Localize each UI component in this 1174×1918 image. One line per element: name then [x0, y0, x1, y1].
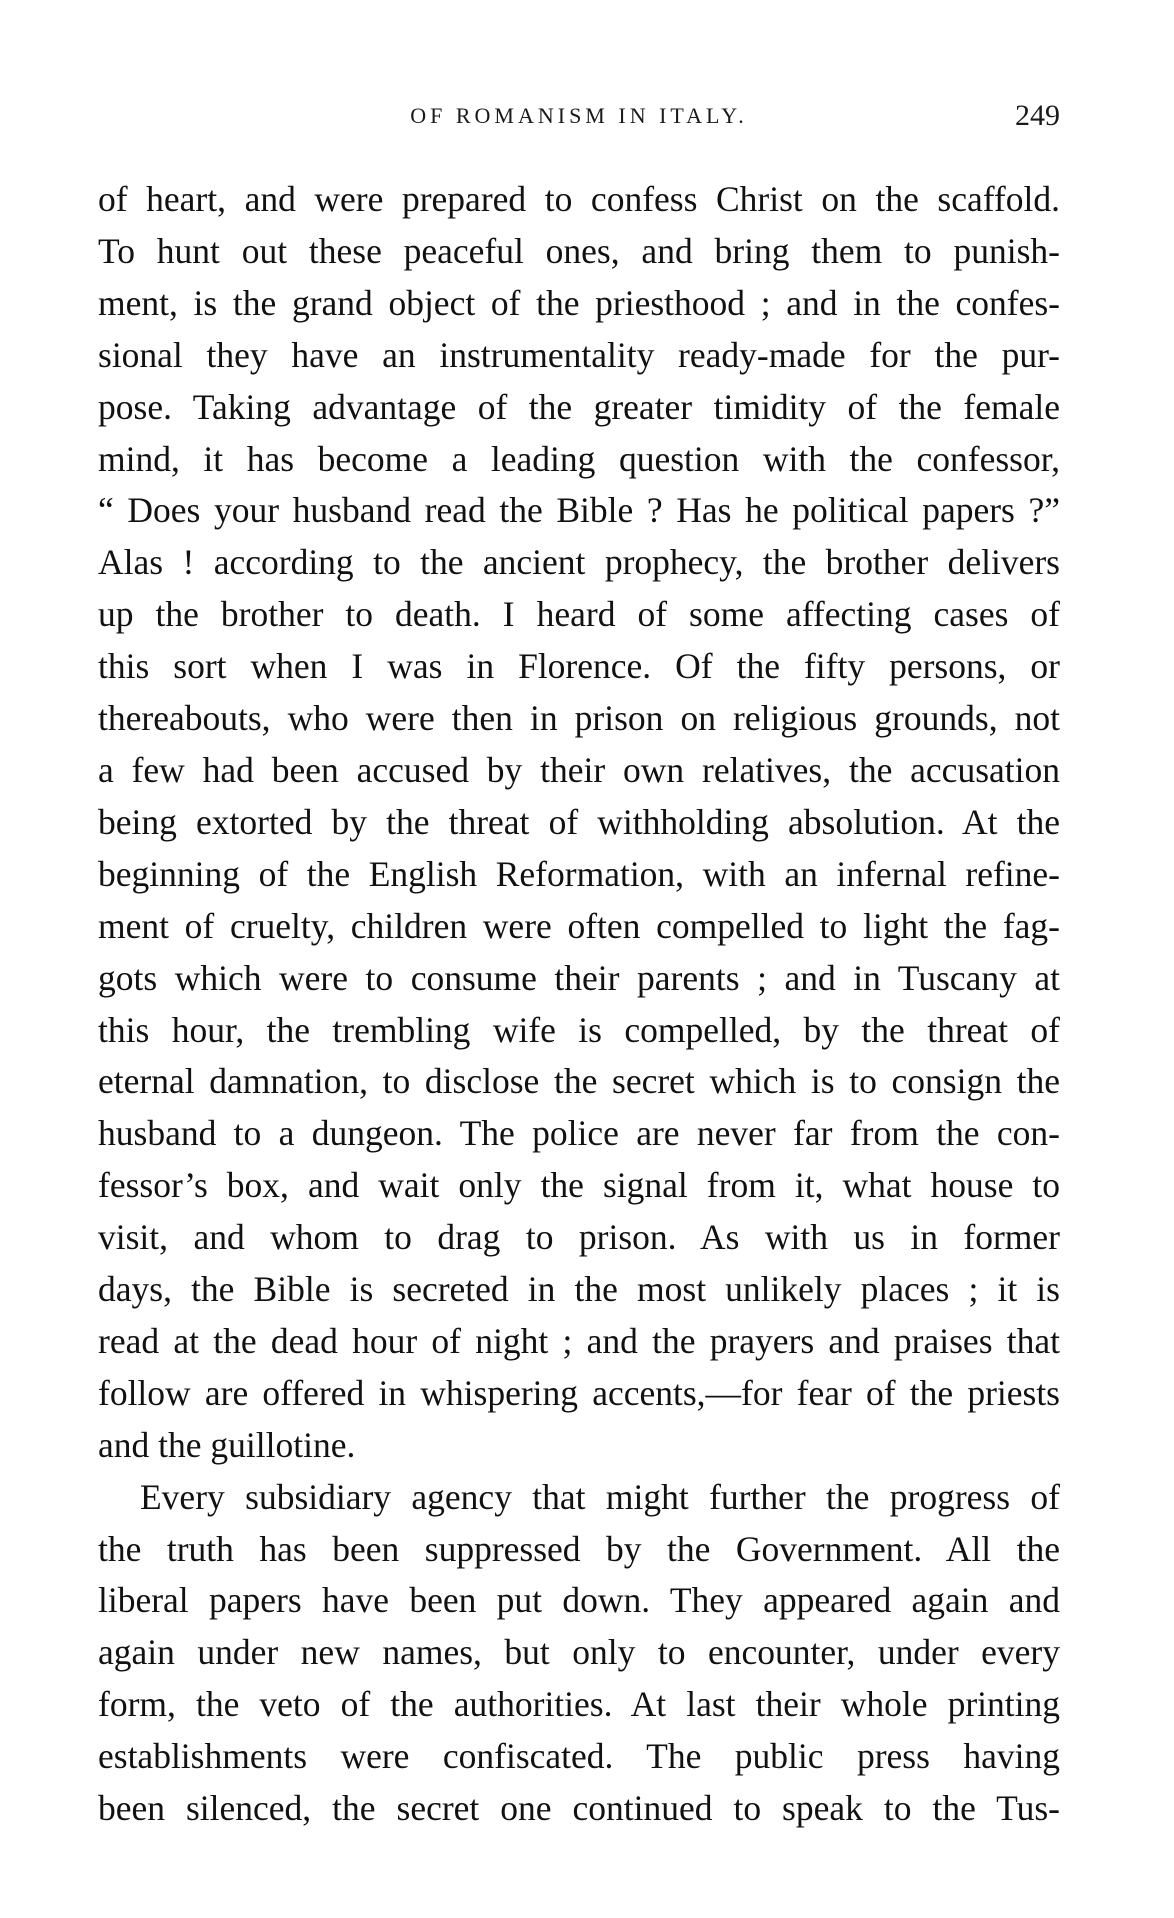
text-line: establishments were confiscated. The public press having — [98, 1736, 1060, 1777]
text-line: been silenced, the secret one continued to speak to the Tus- — [98, 1788, 1060, 1829]
text-line: pose. Taking advantage of the greater timidity of the female — [98, 386, 1060, 427]
text-line: liberal papers have been put down. They appeared again and — [98, 1580, 1060, 1621]
text-line: thereabouts, who were then in prison on religious grounds, not — [98, 698, 1060, 739]
text-line: ment of cruelty, children were often compelled to light the fag- — [98, 905, 1060, 946]
text-line: “ Does your husband read the Bible ? Has he political papers ?” — [98, 490, 1060, 531]
text-line: days, the Bible is secreted in the most unlikely places ; it is — [98, 1269, 1060, 1310]
text-line: beginning of the English Reformation, with an infernal refine- — [98, 853, 1060, 894]
body-text — [98, 174, 1060, 1835]
text-line: follow are offered in whispering accents,—for fear of the priests — [98, 1372, 1060, 1413]
text-line: a few had been accused by their own relatives, the accusation — [98, 749, 1060, 790]
running-head — [98, 94, 1060, 138]
page-number: 249 — [1015, 99, 1060, 132]
text-line: up the brother to death. I heard of some affecting cases of — [98, 594, 1060, 635]
text-line: and the guillotine. — [98, 1424, 356, 1465]
text-line: this sort when I was in Florence. Of the fifty persons, or — [98, 646, 1060, 687]
text-line: being extorted by the threat of withholding absolution. At the — [98, 801, 1060, 842]
text-line: sional they have an instrumentality ready-made for the pur- — [98, 334, 1060, 375]
text-line: the truth has been suppressed by the Government. All the — [98, 1528, 1060, 1569]
text-line: of heart, and were prepared to confess Christ on the scaffold. — [98, 179, 1060, 219]
text-line: eternal damnation, to disclose the secret which is to consign the — [98, 1061, 1060, 1102]
text-line: gots which were to consume their parents ; and in Tuscany at — [98, 957, 1060, 998]
text-line: Every subsidiary agency that might further the progress of — [140, 1476, 1060, 1517]
text-line: mind, it has become a leading question with the confessor, — [98, 438, 1060, 479]
text-line: this hour, the trembling wife is compelled, by the threat of — [98, 1009, 1060, 1050]
text-line: ment, is the grand object of the priesthood ; and in the confes- — [98, 282, 1060, 323]
text-line: again under new names, but only to encounter, under every — [98, 1632, 1060, 1673]
text-line: read at the dead hour of night ; and the prayers and praises that — [98, 1320, 1060, 1361]
text-line: Alas ! according to the ancient prophecy, the brother delivers — [98, 542, 1060, 583]
text-line: To hunt out these peaceful ones, and bring them to punish- — [98, 230, 1060, 271]
text-line: husband to a dungeon. The police are never far from the con- — [98, 1113, 1060, 1154]
text-line: fessor’s box, and wait only the signal from it, what house to — [98, 1165, 1060, 1206]
text-line: form, the veto of the authorities. At last their whole printing — [98, 1684, 1060, 1725]
text-line: visit, and whom to drag to prison. As with us in former — [98, 1217, 1060, 1258]
running-title: OF ROMANISM IN ITALY. — [410, 103, 748, 128]
